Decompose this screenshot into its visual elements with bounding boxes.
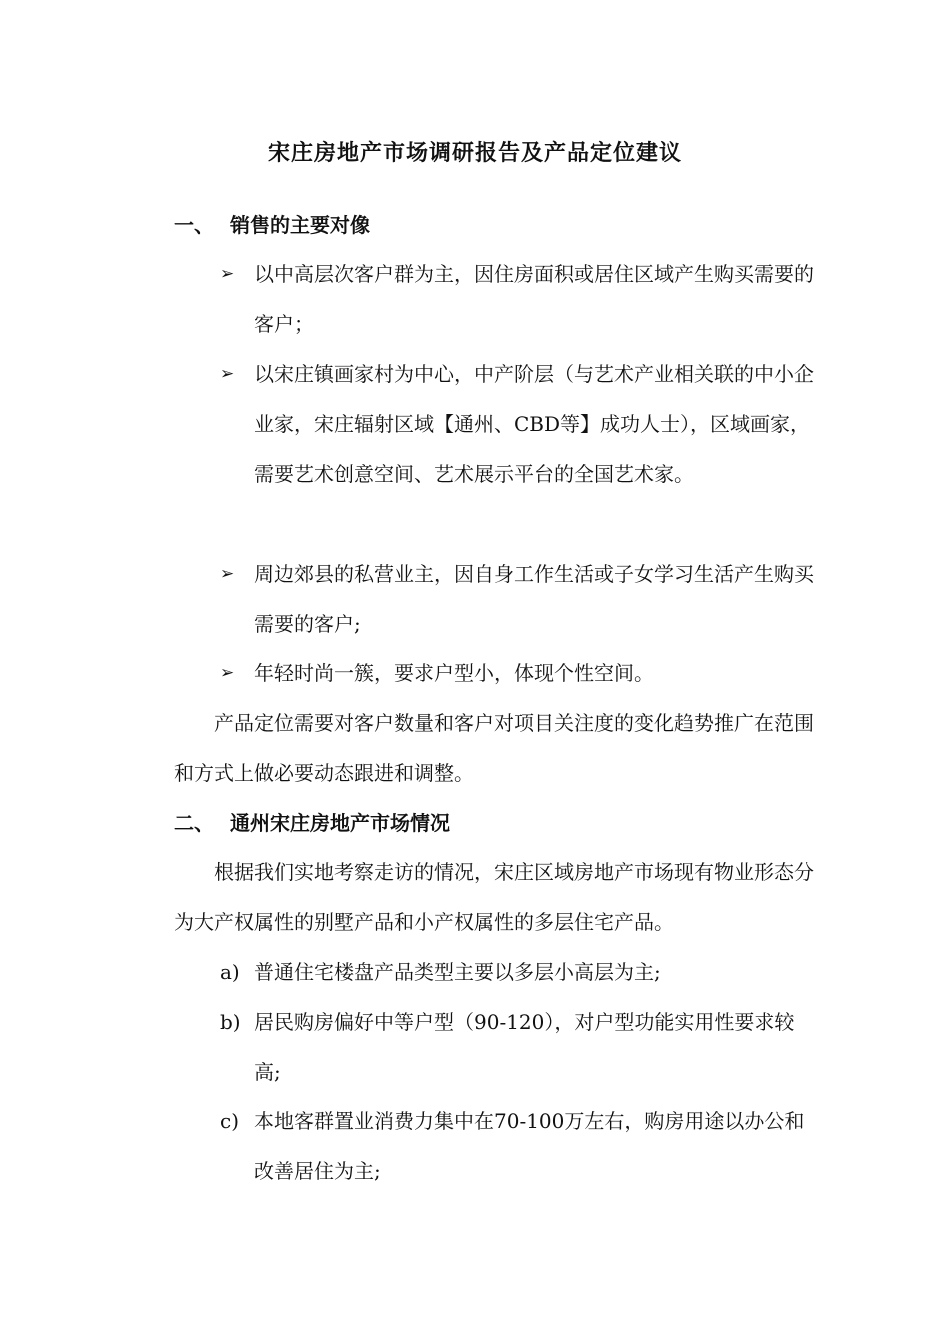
list-item xyxy=(220,249,820,349)
list-item-text: 本地客群置业消费力集中在70-100万左右，购房用途以办公和改善居住为主; xyxy=(254,1109,805,1183)
list-item xyxy=(220,349,820,499)
list-item-text: 居民购房偏好中等户型（90-120），对户型功能实用性要求较高; xyxy=(254,1010,795,1084)
arrow-bullet-icon: ➢ xyxy=(220,663,235,683)
arrow-bullet-icon: ➢ xyxy=(220,564,235,584)
list-item-text: 普通住宅楼盘产品类型主要以多层小高层为主; xyxy=(254,960,661,984)
list-item xyxy=(220,549,820,649)
section-2-heading xyxy=(174,808,450,838)
list-item xyxy=(220,648,820,698)
section-1-heading xyxy=(174,210,370,240)
section-2-title: 通州宋庄房地产市场情况 xyxy=(230,811,450,835)
section-2-number: 二、 xyxy=(174,811,214,835)
arrow-bullet-icon: ➢ xyxy=(220,264,235,284)
list-item-text: 周边郊县的私营业主，因自身工作生活或子女学习生活产生购买需要的客户; xyxy=(254,562,814,636)
section-1-number: 一、 xyxy=(174,213,214,237)
document-title: 宋庄房地产市场调研报告及产品定位建议 xyxy=(267,140,682,166)
list-item-text: 以中高层次客户群为主，因住房面积或居住区域产生购买需要的客户； xyxy=(254,262,814,336)
list-item-text: 以宋庄镇画家村为中心，中产阶层（与艺术产业相关联的中小企业家，宋庄辐射区域【通州、CBD等】成功人士），区域画家，需要艺术创意空间、艺术展示平台的全国艺术家。 xyxy=(254,362,814,486)
section-1-title: 销售的主要对像 xyxy=(230,213,370,237)
list-item-marker: b) xyxy=(220,1010,241,1034)
section-1-paragraph: 产品定位需要对客户数量和客户对项目关注度的变化趋势推广在范围和方式上做必要动态跟进和调整。 xyxy=(174,711,814,785)
section-2-paragraph: 根据我们实地考察走访的情况，宋庄区域房地产市场现有物业形态分为大产权属性的别墅产品和小产权属性的多层住宅产品。 xyxy=(174,860,814,934)
list-item-marker: c) xyxy=(220,1109,240,1133)
list-item xyxy=(220,1096,820,1196)
list-item-text: 年轻时尚一簇，要求户型小，体现个性空间。 xyxy=(254,661,654,685)
list-item xyxy=(220,997,820,1097)
arrow-bullet-icon: ➢ xyxy=(220,364,235,384)
list-item xyxy=(220,947,820,997)
list-item-marker: a) xyxy=(220,960,240,984)
